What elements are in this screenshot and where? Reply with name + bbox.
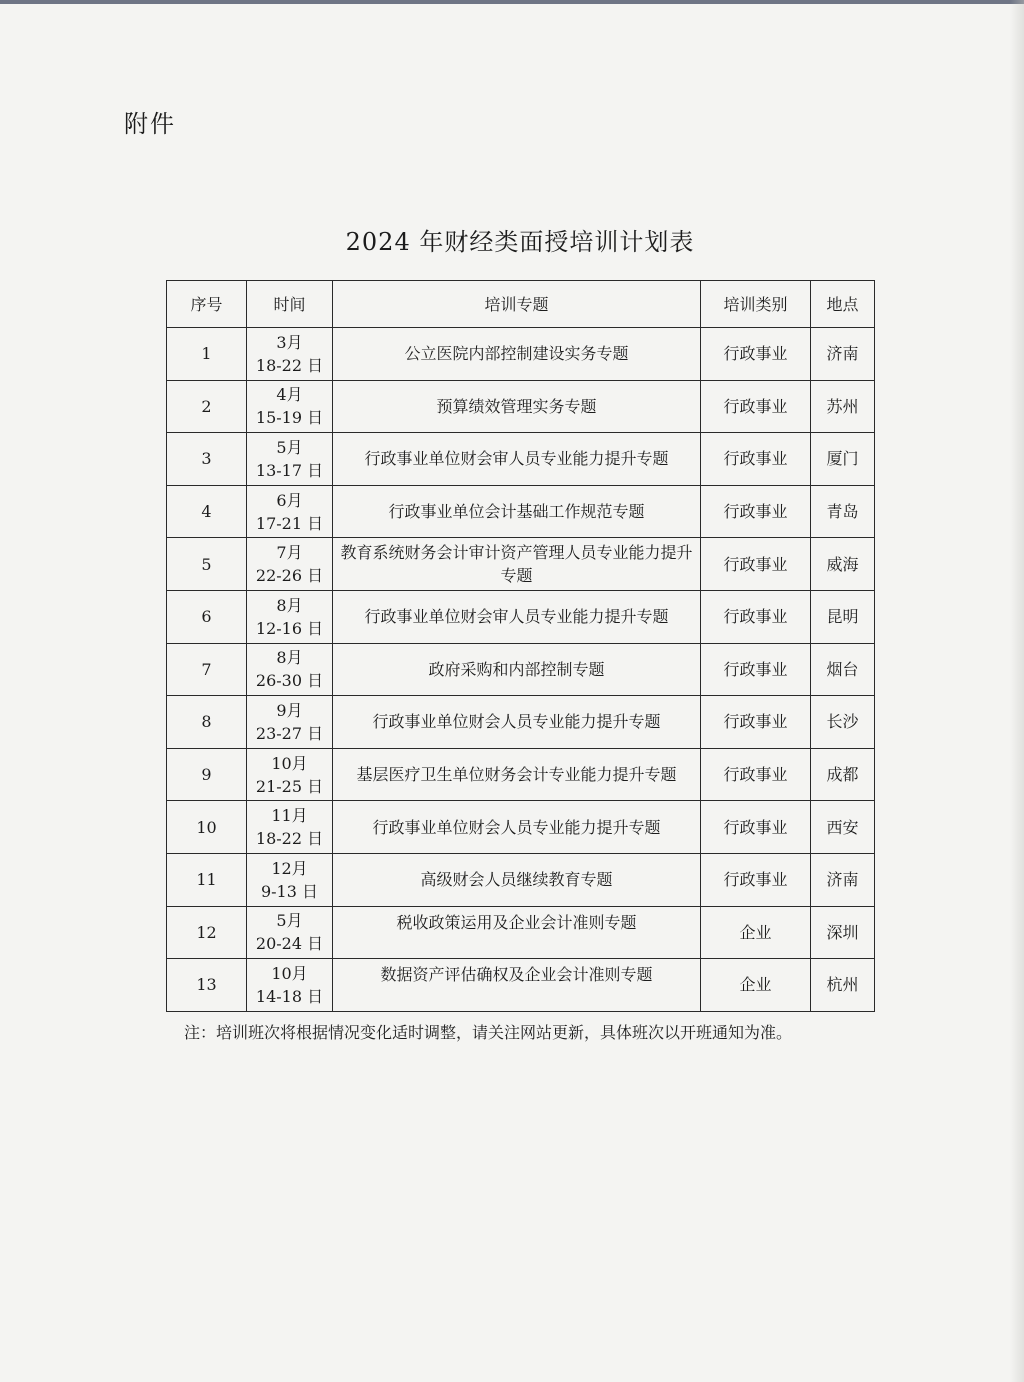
table-row bbox=[167, 853, 875, 906]
time-month: 5月 bbox=[276, 911, 303, 931]
time-cell bbox=[247, 643, 333, 696]
time-days: 23-27 日 bbox=[255, 723, 324, 743]
time-days: 12-16 日 bbox=[255, 618, 324, 638]
time-month: 4月 bbox=[276, 385, 303, 405]
time-cell bbox=[247, 748, 333, 801]
topic-cell: 预算绩效管理实务专题 bbox=[333, 380, 701, 433]
category-cell: 行政事业 bbox=[701, 590, 811, 643]
time-month: 9月 bbox=[276, 700, 303, 720]
time-days: 13-17 日 bbox=[255, 460, 324, 480]
topic-cell: 教育系统财务会计审计资产管理人员专业能力提升专题 bbox=[333, 538, 701, 591]
time-month: 8月 bbox=[276, 648, 303, 668]
time-days: 18-22 日 bbox=[255, 355, 324, 375]
time-cell bbox=[247, 380, 333, 433]
time-cell bbox=[247, 485, 333, 538]
location-cell: 济南 bbox=[811, 853, 875, 906]
category-cell: 企业 bbox=[701, 959, 811, 1012]
time-days: 22-26 日 bbox=[255, 566, 324, 586]
seq-cell: 8 bbox=[167, 696, 247, 749]
time-month: 12月 bbox=[271, 858, 308, 878]
seq-cell: 5 bbox=[167, 538, 247, 591]
category-cell: 行政事业 bbox=[701, 748, 811, 801]
time-month: 10月 bbox=[271, 963, 308, 983]
category-cell: 行政事业 bbox=[701, 538, 811, 591]
location-cell: 成都 bbox=[811, 748, 875, 801]
category-cell: 行政事业 bbox=[701, 485, 811, 538]
footnote: 注：培训班次将根据情况变化适时调整，请关注网站更新，具体班次以开班通知为准。 bbox=[184, 1023, 793, 1042]
time-days: 17-21 日 bbox=[255, 513, 324, 533]
seq-cell: 12 bbox=[167, 906, 247, 959]
topic-cell: 行政事业单位会计基础工作规范专题 bbox=[333, 485, 701, 538]
category-cell: 行政事业 bbox=[701, 328, 811, 381]
header-location: 地点 bbox=[811, 281, 875, 328]
location-cell: 深圳 bbox=[811, 906, 875, 959]
topic-cell: 行政事业单位财会人员专业能力提升专题 bbox=[333, 696, 701, 749]
time-month: 7月 bbox=[276, 543, 303, 563]
location-cell: 杭州 bbox=[811, 959, 875, 1012]
time-month: 8月 bbox=[276, 595, 303, 615]
category-cell: 行政事业 bbox=[701, 853, 811, 906]
seq-cell: 2 bbox=[167, 380, 247, 433]
topic-cell: 税收政策运用及企业会计准则专题 bbox=[333, 906, 701, 959]
time-cell bbox=[247, 590, 333, 643]
document-title: 2024 年财经类面授培训计划表 bbox=[345, 228, 695, 256]
location-cell: 长沙 bbox=[811, 696, 875, 749]
seq-cell: 1 bbox=[167, 328, 247, 381]
category-cell: 行政事业 bbox=[701, 643, 811, 696]
topic-cell: 行政事业单位财会人员专业能力提升专题 bbox=[333, 801, 701, 854]
time-month: 5月 bbox=[276, 437, 303, 457]
table-row bbox=[167, 748, 875, 801]
table-header-row bbox=[167, 281, 875, 328]
header-category: 培训类别 bbox=[701, 281, 811, 328]
header-seq: 序号 bbox=[167, 281, 247, 328]
location-cell: 厦门 bbox=[811, 433, 875, 486]
topic-cell: 基层医疗卫生单位财务会计专业能力提升专题 bbox=[333, 748, 701, 801]
seq-cell: 6 bbox=[167, 590, 247, 643]
table-row bbox=[167, 538, 875, 591]
table-row bbox=[167, 643, 875, 696]
seq-cell: 11 bbox=[167, 853, 247, 906]
scan-top-edge bbox=[0, 0, 1024, 4]
time-cell bbox=[247, 433, 333, 486]
time-days: 14-18 日 bbox=[255, 986, 324, 1006]
topic-cell: 政府采购和内部控制专题 bbox=[333, 643, 701, 696]
header-time: 时间 bbox=[247, 281, 333, 328]
time-cell bbox=[247, 538, 333, 591]
time-days: 21-25 日 bbox=[255, 776, 324, 796]
time-days: 20-24 日 bbox=[255, 934, 324, 954]
category-cell: 行政事业 bbox=[701, 801, 811, 854]
time-cell bbox=[247, 801, 333, 854]
location-cell: 济南 bbox=[811, 328, 875, 381]
category-cell: 行政事业 bbox=[701, 433, 811, 486]
time-month: 3月 bbox=[276, 332, 303, 352]
category-cell: 行政事业 bbox=[701, 696, 811, 749]
seq-cell: 4 bbox=[167, 485, 247, 538]
time-cell bbox=[247, 906, 333, 959]
table-row bbox=[167, 328, 875, 381]
seq-cell: 13 bbox=[167, 959, 247, 1012]
location-cell: 烟台 bbox=[811, 643, 875, 696]
attachment-label: 附件 bbox=[124, 110, 176, 138]
seq-cell: 3 bbox=[167, 433, 247, 486]
header-topic: 培训专题 bbox=[333, 281, 701, 328]
table-row bbox=[167, 959, 875, 1012]
time-cell bbox=[247, 696, 333, 749]
time-days: 9-13 日 bbox=[260, 881, 319, 901]
table-row bbox=[167, 590, 875, 643]
location-cell: 西安 bbox=[811, 801, 875, 854]
topic-cell: 行政事业单位财会审人员专业能力提升专题 bbox=[333, 590, 701, 643]
location-cell: 昆明 bbox=[811, 590, 875, 643]
table-row bbox=[167, 485, 875, 538]
topic-cell: 高级财会人员继续教育专题 bbox=[333, 853, 701, 906]
location-cell: 苏州 bbox=[811, 380, 875, 433]
time-month: 10月 bbox=[271, 753, 308, 773]
scan-right-shadow bbox=[1010, 0, 1024, 1382]
category-cell: 企业 bbox=[701, 906, 811, 959]
topic-cell: 行政事业单位财会审人员专业能力提升专题 bbox=[333, 433, 701, 486]
location-cell: 青岛 bbox=[811, 485, 875, 538]
time-days: 15-19 日 bbox=[255, 408, 324, 428]
time-cell bbox=[247, 853, 333, 906]
seq-cell: 10 bbox=[167, 801, 247, 854]
location-cell: 威海 bbox=[811, 538, 875, 591]
seq-cell: 7 bbox=[167, 643, 247, 696]
time-cell bbox=[247, 328, 333, 381]
topic-cell: 公立医院内部控制建设实务专题 bbox=[333, 328, 701, 381]
seq-cell: 9 bbox=[167, 748, 247, 801]
table-row bbox=[167, 906, 875, 959]
topic-cell: 数据资产评估确权及企业会计准则专题 bbox=[333, 959, 701, 1012]
table-row bbox=[167, 380, 875, 433]
table-row bbox=[167, 696, 875, 749]
time-month: 6月 bbox=[276, 490, 303, 510]
training-plan-table bbox=[166, 280, 875, 1012]
table-row bbox=[167, 801, 875, 854]
time-cell bbox=[247, 959, 333, 1012]
time-days: 18-22 日 bbox=[255, 829, 324, 849]
category-cell: 行政事业 bbox=[701, 380, 811, 433]
table-row bbox=[167, 433, 875, 486]
time-days: 26-30 日 bbox=[255, 671, 324, 691]
time-month: 11月 bbox=[271, 806, 308, 826]
